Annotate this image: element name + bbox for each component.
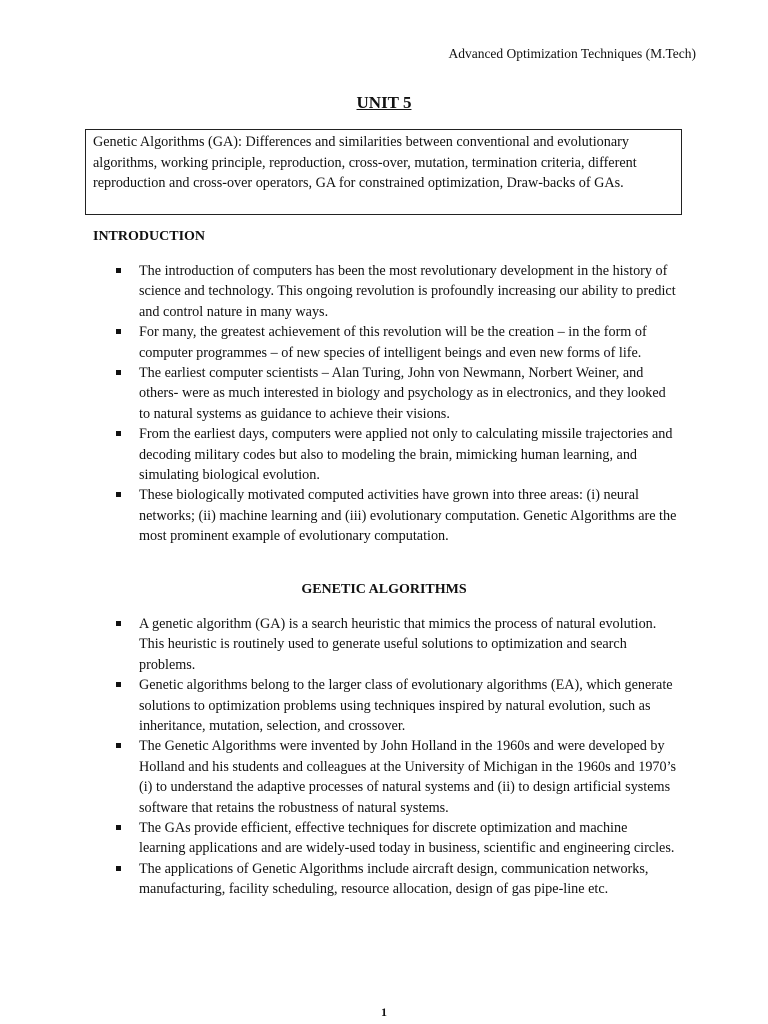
genetic-algorithms-heading: GENETIC ALGORITHMS [301, 582, 467, 597]
list-item [115, 261, 677, 322]
list-item-text: The applications of Genetic Algorithms include aircraft design, communication networks, manufacturing, facility scheduling, resource allocation, design of gas pipe-line etc. [139, 860, 649, 898]
introduction-list [115, 261, 677, 547]
page-number: 1 [381, 1005, 387, 1019]
bullet-icon [116, 825, 121, 830]
list-item [115, 322, 677, 363]
introduction-heading: INTRODUCTION [93, 229, 206, 244]
bullet-icon [116, 370, 121, 375]
list-item [115, 363, 677, 424]
list-item [115, 675, 677, 736]
bullet-icon [116, 743, 121, 748]
bullet-icon [116, 621, 121, 626]
list-item-text: These biologically motivated computed activities have grown into three areas: (i) neural networks; (ii) machine learning and (iii) evolutionary computation. Genetic Algorithms are the most prominent example of evolutionary computation. [139, 487, 677, 545]
syllabus-box: Genetic Algorithms (GA): Differences and similarities between conventional and evolutionary algorithms, working principle, reproduction, cross-over, mutation, termination criteria, different reproduction and cross-over operators, GA for constrained optimization, Draw-backs of GAs. [85, 129, 682, 215]
bullet-icon [116, 268, 121, 273]
list-item-text: The Genetic Algorithms were invented by John Holland in the 1960s and were developed by Holland and his students and colleagues at the University of Michigan in the 1960s and 1970’s (i) to understand the adaptive processes of natural systems and (ii) to design artificial systems software that retains the robustness of natural systems. [139, 738, 677, 816]
course-header: Advanced Optimization Techniques (M.Tech) [448, 46, 696, 61]
list-item-text: Genetic algorithms belong to the larger class of evolutionary algorithms (EA), which generate solutions to optimization problems using techniques inspired by natural evolution, such as inheritance, mutation, selection, and crossover. [139, 677, 673, 735]
bullet-icon [116, 329, 121, 334]
list-item-text: A genetic algorithm (GA) is a search heuristic that mimics the process of natural evolution. This heuristic is routinely used to generate useful solutions to optimization and search problems. [139, 616, 657, 673]
unit-title: UNIT 5 [356, 93, 412, 112]
list-item-text: For many, the greatest achievement of this revolution will be the creation – in the form of computer programmes – of new species of intelligent beings and even new forms of life. [139, 324, 647, 361]
list-item [115, 485, 677, 546]
list-item [115, 818, 677, 859]
bullet-icon [116, 866, 121, 871]
bullet-icon [116, 682, 121, 687]
genetic-algorithms-list [115, 614, 677, 900]
list-item [115, 424, 677, 485]
list-item-text: The GAs provide efficient, effective techniques for discrete optimization and machine learning applications and are widely-used today in business, scientific and engineering circles. [139, 820, 675, 857]
list-item [115, 614, 677, 675]
bullet-icon [116, 492, 121, 497]
list-item-text: The earliest computer scientists – Alan Turing, John von Newmann, Norbert Weiner, and others- were as much interested in biology and psychology as in electronics, and they looked to natural systems as guidance to achieve their visions. [139, 365, 666, 422]
list-item-text: The introduction of computers has been the most revolutionary development in the history of science and technology. This ongoing revolution is profoundly increasing our ability to predict and control nature in many ways. [139, 263, 676, 320]
list-item-text: From the earliest days, computers were applied not only to calculating missile trajectories and decoding military codes but also to modeling the brain, mimicking human learning, and simulating biological evolution. [139, 426, 673, 484]
list-item [115, 736, 677, 818]
bullet-icon [116, 431, 121, 436]
list-item [115, 859, 677, 900]
